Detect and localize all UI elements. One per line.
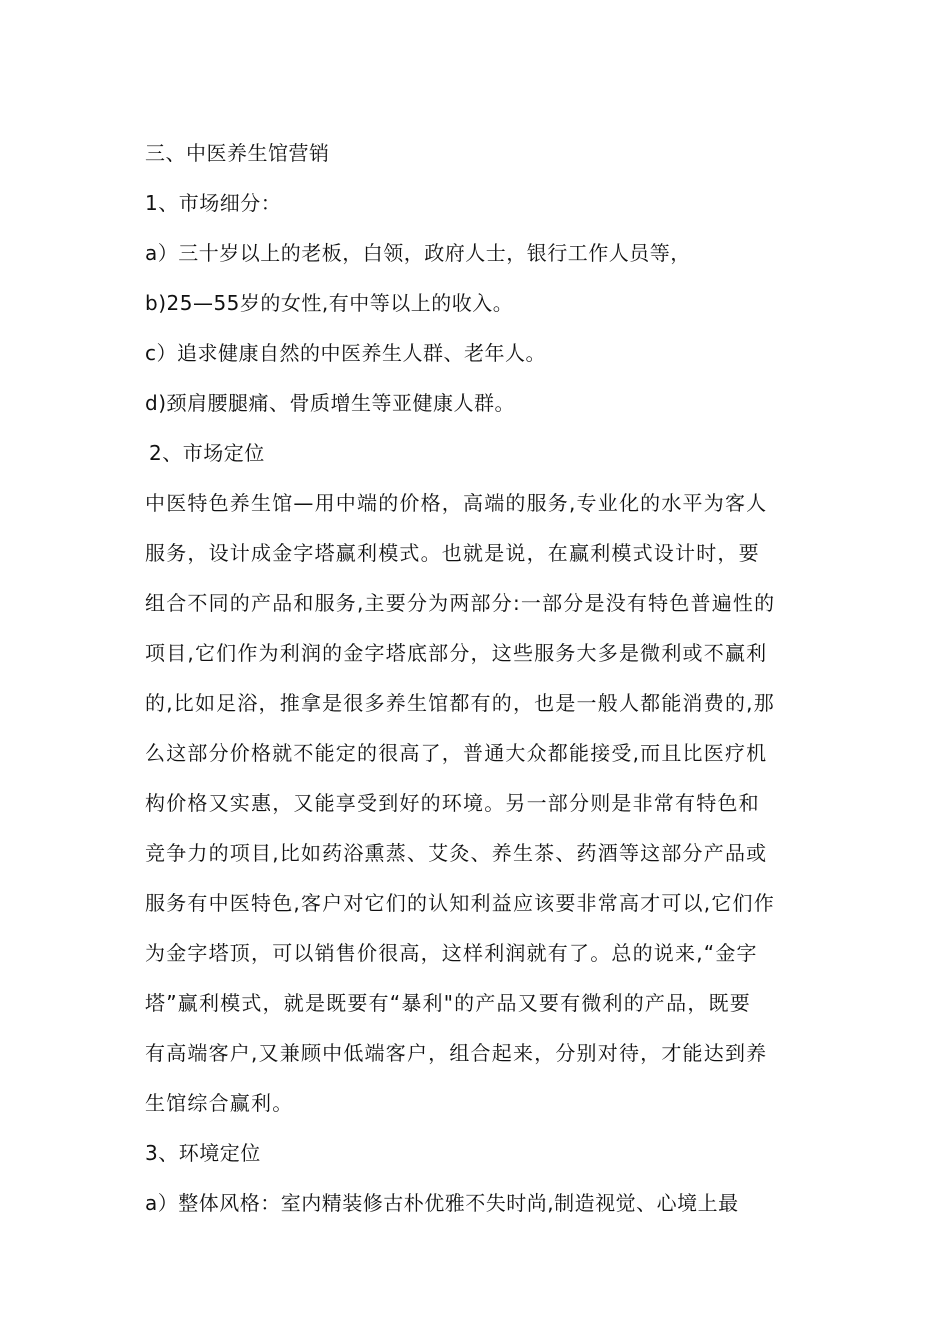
subsection-3-heading: 3、环境定位: [145, 1141, 261, 1165]
paragraph-line: 服务有中医特色,客户对它们的认知利益应该要非常高才可以,它们作: [145, 891, 775, 915]
subsection-2-heading: 2、市场定位: [149, 441, 265, 465]
list-item: d)颈肩腰腿痛、骨质增生等亚健康人群。: [145, 391, 515, 415]
paragraph-line: 构价格又实惠，又能享受到好的环境。另一部分则是非常有特色和: [145, 791, 760, 815]
paragraph-line: 有高端客户,又兼顾中低端客户，组合起来，分别对待，才能达到养: [145, 1041, 768, 1065]
paragraph-line: 么这部分价格就不能定的很高了，普通大众都能接受,而且比医疗机: [145, 741, 768, 765]
list-item: a）整体风格：室内精装修古朴优雅不失时尚,制造视觉、心境上最: [145, 1191, 739, 1215]
paragraph-line: 的,比如足浴，推拿是很多养生馆都有的，也是一般人都能消费的,那: [145, 691, 775, 715]
paragraph-line: 项目,它们作为利润的金字塔底部分，这些服务大多是微利或不赢利: [145, 641, 768, 665]
paragraph-line: 组合不同的产品和服务,主要分为两部分:一部分是没有特色普遍性的: [145, 591, 776, 615]
list-item: a）三十岁以上的老板，白领，政府人士，银行工作人员等，: [145, 241, 691, 265]
subsection-1-heading: 1、市场细分：: [145, 191, 282, 215]
paragraph-line: 塔”赢利模式，就是既要有“暴利"的产品又要有微利的产品，既要: [145, 991, 751, 1015]
market-positioning-paragraph: [145, 478, 815, 1128]
paragraph-line: 竞争力的项目,比如药浴熏蒸、艾灸、养生茶、药酒等这部分产品或: [145, 841, 768, 865]
paragraph-line: 服务，设计成金字塔赢利模式。也就是说，在赢利模式设计时，要: [145, 541, 760, 565]
paragraph-line: 中医特色养生馆—用中端的价格，高端的服务,专业化的水平为客人: [145, 491, 768, 515]
paragraph-line: 生馆综合赢利。: [145, 1091, 294, 1115]
document-body: [145, 128, 815, 1228]
section-title: 三、中医养生馆营销: [145, 141, 330, 165]
list-item: c）追求健康自然的中医养生人群、老年人。: [145, 341, 546, 365]
list-item: b)25—55岁的女性,有中等以上的收入。: [145, 291, 514, 315]
paragraph-line: 为金字塔顶，可以销售价很高，这样利润就有了。总的说来,“金字: [145, 941, 758, 965]
